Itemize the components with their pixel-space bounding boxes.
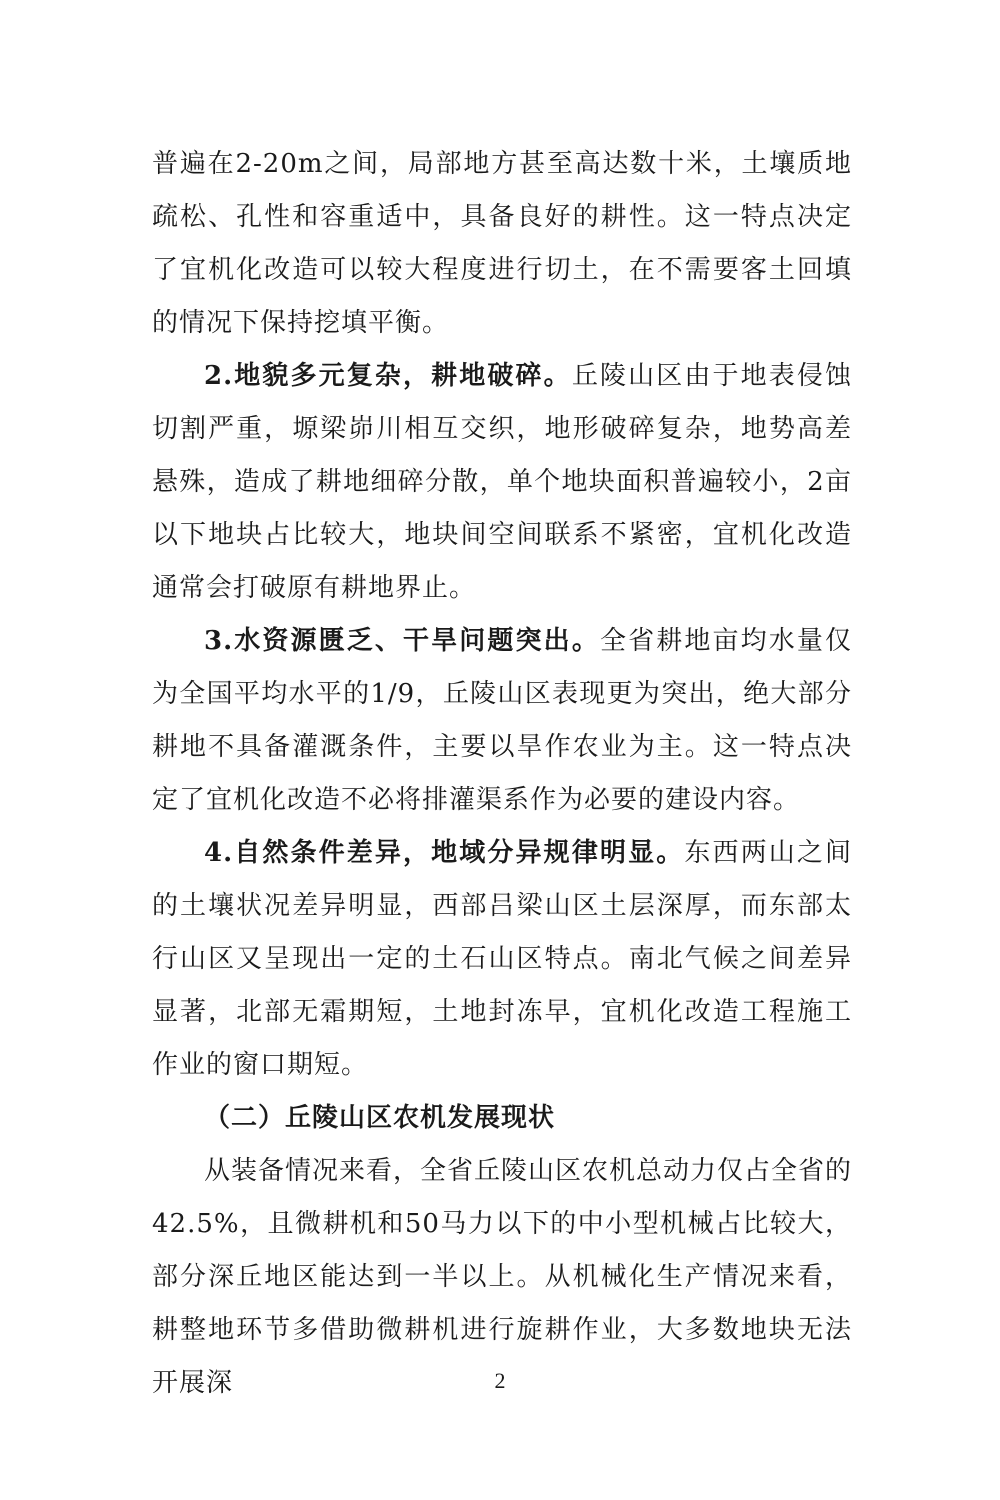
paragraph-water	[152, 615, 852, 827]
document-page	[152, 138, 852, 1410]
paragraph-text: 全省耕地亩均水量仅为全国平均水平的1/9，丘陵山区表现更为突出，绝大部分耕地不具备灌溉条件，主要以旱作农业为主。这一特点决定了宜机化改造不必将排灌渠系作为必要的建设内容。	[152, 626, 852, 815]
paragraph-lead-heading: 4.自然条件差异，地域分异规律明显。	[204, 838, 685, 868]
paragraph-text: 丘陵山区由于地表侵蚀切割严重，塬梁峁川相互交织，地形破碎复杂，地势高差悬殊，造成了耕地细碎分散，单个地块面积普遍较小，2亩以下地块占比较大，地块间空间联系不紧密，宜机化改造通常会打破原有耕地界止。	[152, 361, 852, 603]
section-title: （二）丘陵山区农机发展现状	[204, 1103, 556, 1133]
paragraph-text: 东西两山之间的土壤状况差异明显，西部吕梁山区土层深厚，而东部太行山区又呈现出一定的土石山区特点。南北气候之间差异显著，北部无霜期短，土地封冻早，宜机化改造工程施工作业的窗口期短。	[152, 838, 852, 1080]
paragraph-lead-heading: 3.水资源匮乏、干旱问题突出。	[204, 626, 600, 656]
paragraph-lead-heading: 2.地貌多元复杂，耕地破碎。	[204, 361, 572, 391]
paragraph-text: 从装备情况来看，全省丘陵山区农机总动力仅占全省的42.5%，且微耕机和50马力以下的中小型机械占比较大，部分深丘地区能达到一半以上。从机械化生产情况来看，耕整地环节多借助微耕机进行旋耕作业，大多数地块无法开展深	[152, 1156, 853, 1398]
page-number: 2	[494, 1368, 506, 1393]
paragraph-terrain	[152, 350, 852, 615]
paragraph-text: 普遍在2-20m之间，局部地方甚至高达数十米，土壤质地疏松、孔性和容重适中，具备良好的耕性。这一特点决定了宜机化改造可以较大程度进行切土，在不需要客土回填的情况下保持挖填平衡。	[152, 149, 852, 338]
paragraph-soil-continuation	[152, 138, 852, 350]
paragraph-natural-conditions	[152, 827, 852, 1092]
